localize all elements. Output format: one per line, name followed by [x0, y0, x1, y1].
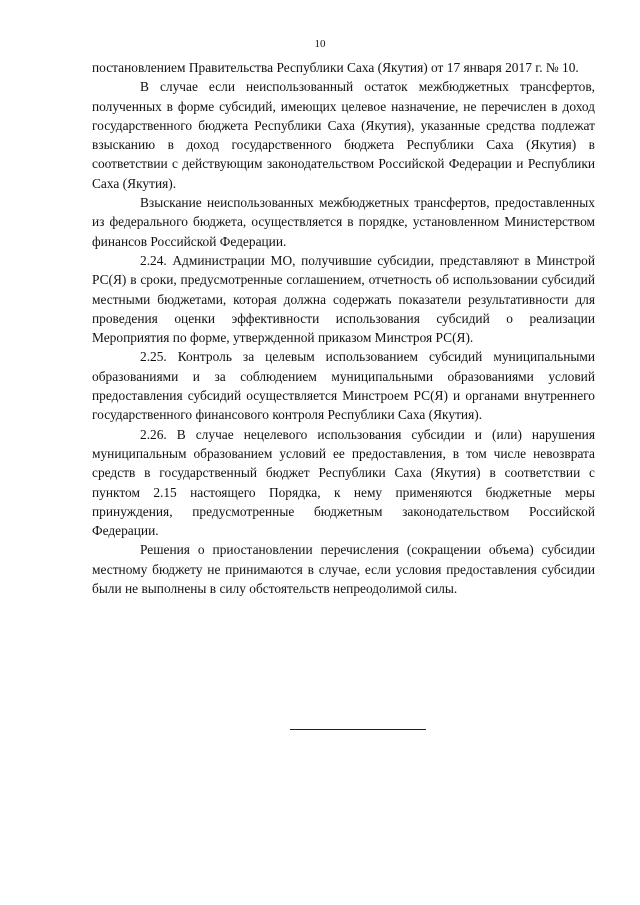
document-body: [92, 58, 595, 598]
paragraph-continuation: постановлением Правительства Республики Саха (Якутия) от 17 января 2017 г. № 10.: [92, 60, 579, 75]
paragraph-federal-recovery: Взыскание неиспользованных межбюджетных трансфертов, предоставленных из федерального бюджета, осуществляется в порядке, установленном Министерством финансов Российской Федерации.: [92, 195, 595, 249]
paragraph-2-25: 2.25. Контроль за целевым использованием субсидий муниципальными образованиями и за соблюдением муниципальными образованиями условий предоставления субсидий осуществляется Минстроем РС(Я) и органами внутреннего государственного финансового контроля Республики Саха (Якутия).: [92, 349, 595, 423]
page-number: 10: [314, 38, 326, 50]
paragraph-force-majeure: Решения о приостановлении перечисления (сокращении объема) субсидии местному бюджету не принимаются в случае, если условия предоставления субсидии были не выполнены в силу обстоятельств непреодолимой силы.: [92, 542, 595, 597]
paragraph-unused-balance: В случае если неиспользованный остаток межбюджетных трансфертов, полученных в форме субсидий, имеющих целевое назначение, не перечислен в доход государственного бюджета Республики Саха (Якутия), указанные средства подлежат взысканию в доход государственного бюджета Республики Саха (Якутия) в соответствии с действующим законодательством Российской Федерации и Республики Саха (Якутия).: [92, 79, 595, 191]
paragraph-2-24: 2.24. Администрации МО, получившие субсидии, представляют в Минстрой РС(Я) в сроки, предусмотренные соглашением, отчетность об использовании субсидий местными бюджетами, которая должна содержать показатели результативности для проведения оценки эффективности использования субсидий о реализации Мероприятия по форме, утвержденной приказом Минстроя РС(Я).: [92, 252, 595, 346]
end-of-document-line: [290, 729, 426, 730]
paragraph-2-26: 2.26. В случае нецелевого использования субсидии и (или) нарушения муниципальным образованием условий ее предоставления, в том числе невозврата средств в государственный бюджет Республики Саха (Якутия) в соответствии с пунктом 2.15 настоящего Порядка, к нему применяются бюджетные меры принуждения, предусмотренные бюджетным законодательством Российской Федерации.: [92, 426, 595, 539]
